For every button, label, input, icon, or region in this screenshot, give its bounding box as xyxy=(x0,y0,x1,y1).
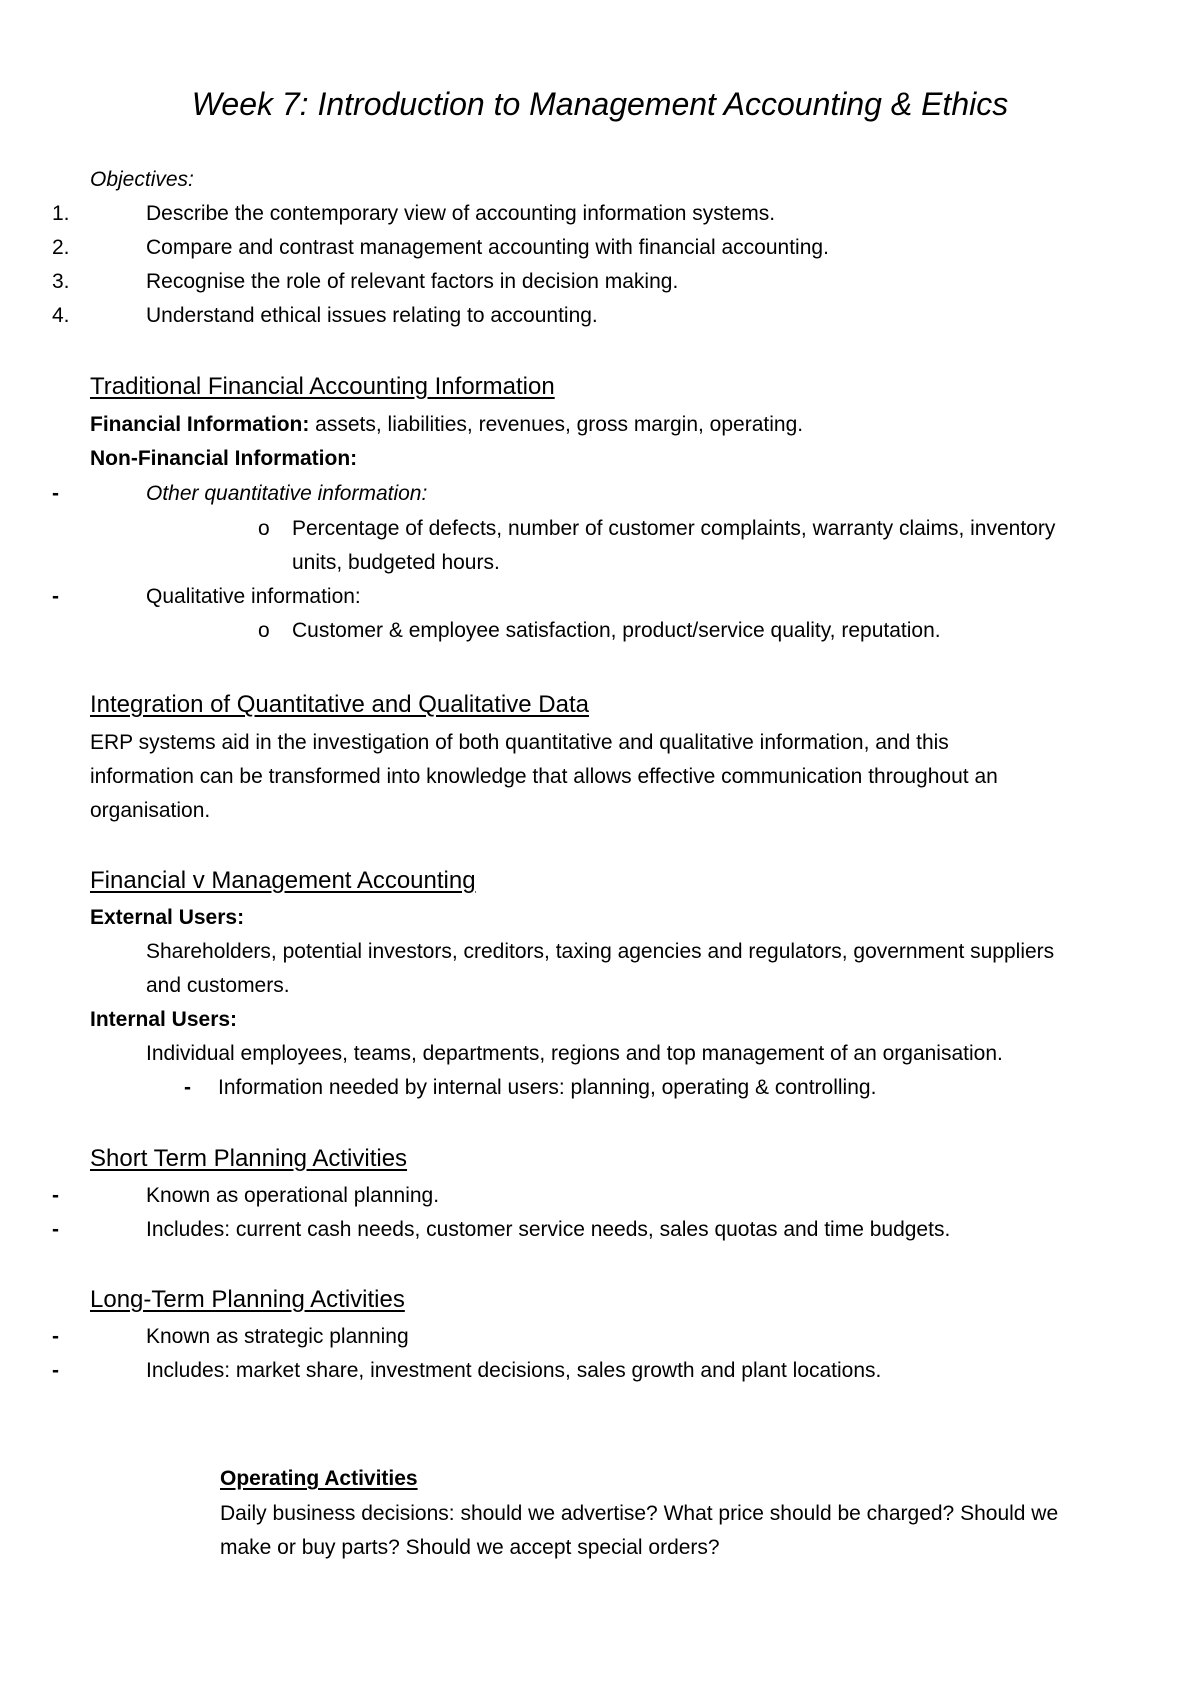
circle-bullet: o xyxy=(258,619,270,642)
external-users-label: External Users: xyxy=(90,906,245,929)
paragraph-line: Daily business decisions: should we advertise? What price should be charged? Should we xyxy=(220,1502,1059,1525)
objective-number: 1. xyxy=(52,202,70,225)
objectives-label: Objectives: xyxy=(90,168,194,191)
external-users-text: Shareholders, potential investors, creditors, taxing agencies and regulators, government suppliers xyxy=(146,940,1055,963)
paragraph-line: ERP systems aid in the investigation of both quantitative and qualitative information, and this xyxy=(90,731,949,754)
paragraph-line: make or buy parts? Should we accept special orders? xyxy=(220,1536,720,1559)
section-heading-integration: Integration of Quantitative and Qualitative Data xyxy=(90,691,589,718)
financial-information-text: assets, liabilities, revenues, gross margin, operating. xyxy=(309,413,804,436)
dash-bullet: - xyxy=(52,1184,59,1207)
page-title: Week 7: Introduction to Management Accounting & Ethics xyxy=(191,86,1009,122)
list-item: Known as operational planning. xyxy=(146,1184,440,1207)
external-users-text-continued: and customers. xyxy=(146,974,290,997)
section-heading-traditional: Traditional Financial Accounting Information xyxy=(90,373,555,400)
dash-bullet: - xyxy=(52,482,59,505)
list-item: Known as strategic planning xyxy=(146,1325,409,1348)
objective-text: Understand ethical issues relating to accounting. xyxy=(146,304,598,327)
dash-bullet: - xyxy=(52,1359,59,1382)
section-heading-financial-v-management: Financial v Management Accounting xyxy=(90,867,476,894)
list-item: Includes: current cash needs, customer service needs, sales quotas and time budgets. xyxy=(146,1218,951,1241)
quantitative-item-continued: units, budgeted hours. xyxy=(292,551,500,574)
objective-text: Compare and contrast management accounting with financial accounting. xyxy=(146,236,829,259)
objective-text: Recognise the role of relevant factors in decision making. xyxy=(146,270,679,293)
dash-bullet: - xyxy=(184,1076,191,1099)
paragraph-line: organisation. xyxy=(90,799,211,822)
financial-information-label: Financial Information: xyxy=(90,413,310,436)
objective-number: 4. xyxy=(52,304,70,327)
section-heading-operating: Operating Activities xyxy=(220,1467,418,1490)
quantitative-label: Other quantitative information: xyxy=(146,482,428,505)
circle-bullet: o xyxy=(258,517,270,540)
objective-number: 2. xyxy=(52,236,70,259)
internal-users-text: Individual employees, teams, departments, regions and top management of an organisation. xyxy=(146,1042,1003,1065)
internal-users-subitem: Information needed by internal users: planning, operating & controlling. xyxy=(218,1076,877,1099)
dash-bullet: - xyxy=(52,1218,59,1241)
list-item: Includes: market share, investment decisions, sales growth and plant locations. xyxy=(146,1359,882,1382)
internal-users-label: Internal Users: xyxy=(90,1008,238,1031)
section-heading-short-term: Short Term Planning Activities xyxy=(90,1145,408,1172)
qualitative-label: Qualitative information: xyxy=(146,585,361,608)
quantitative-item: Percentage of defects, number of customer complaints, warranty claims, inventory xyxy=(292,517,1056,540)
objective-number: 3. xyxy=(52,270,70,293)
objective-text: Describe the contemporary view of accounting information systems. xyxy=(146,202,776,225)
dash-bullet: - xyxy=(52,1325,59,1348)
non-financial-information-label: Non-Financial Information: xyxy=(90,447,358,470)
paragraph-line: information can be transformed into knowledge that allows effective communication throughout an xyxy=(90,765,998,788)
qualitative-item: Customer & employee satisfaction, product/service quality, reputation. xyxy=(292,619,941,642)
dash-bullet: - xyxy=(52,585,59,608)
financial-information-line xyxy=(90,411,803,439)
section-heading-long-term: Long-Term Planning Activities xyxy=(90,1286,405,1313)
